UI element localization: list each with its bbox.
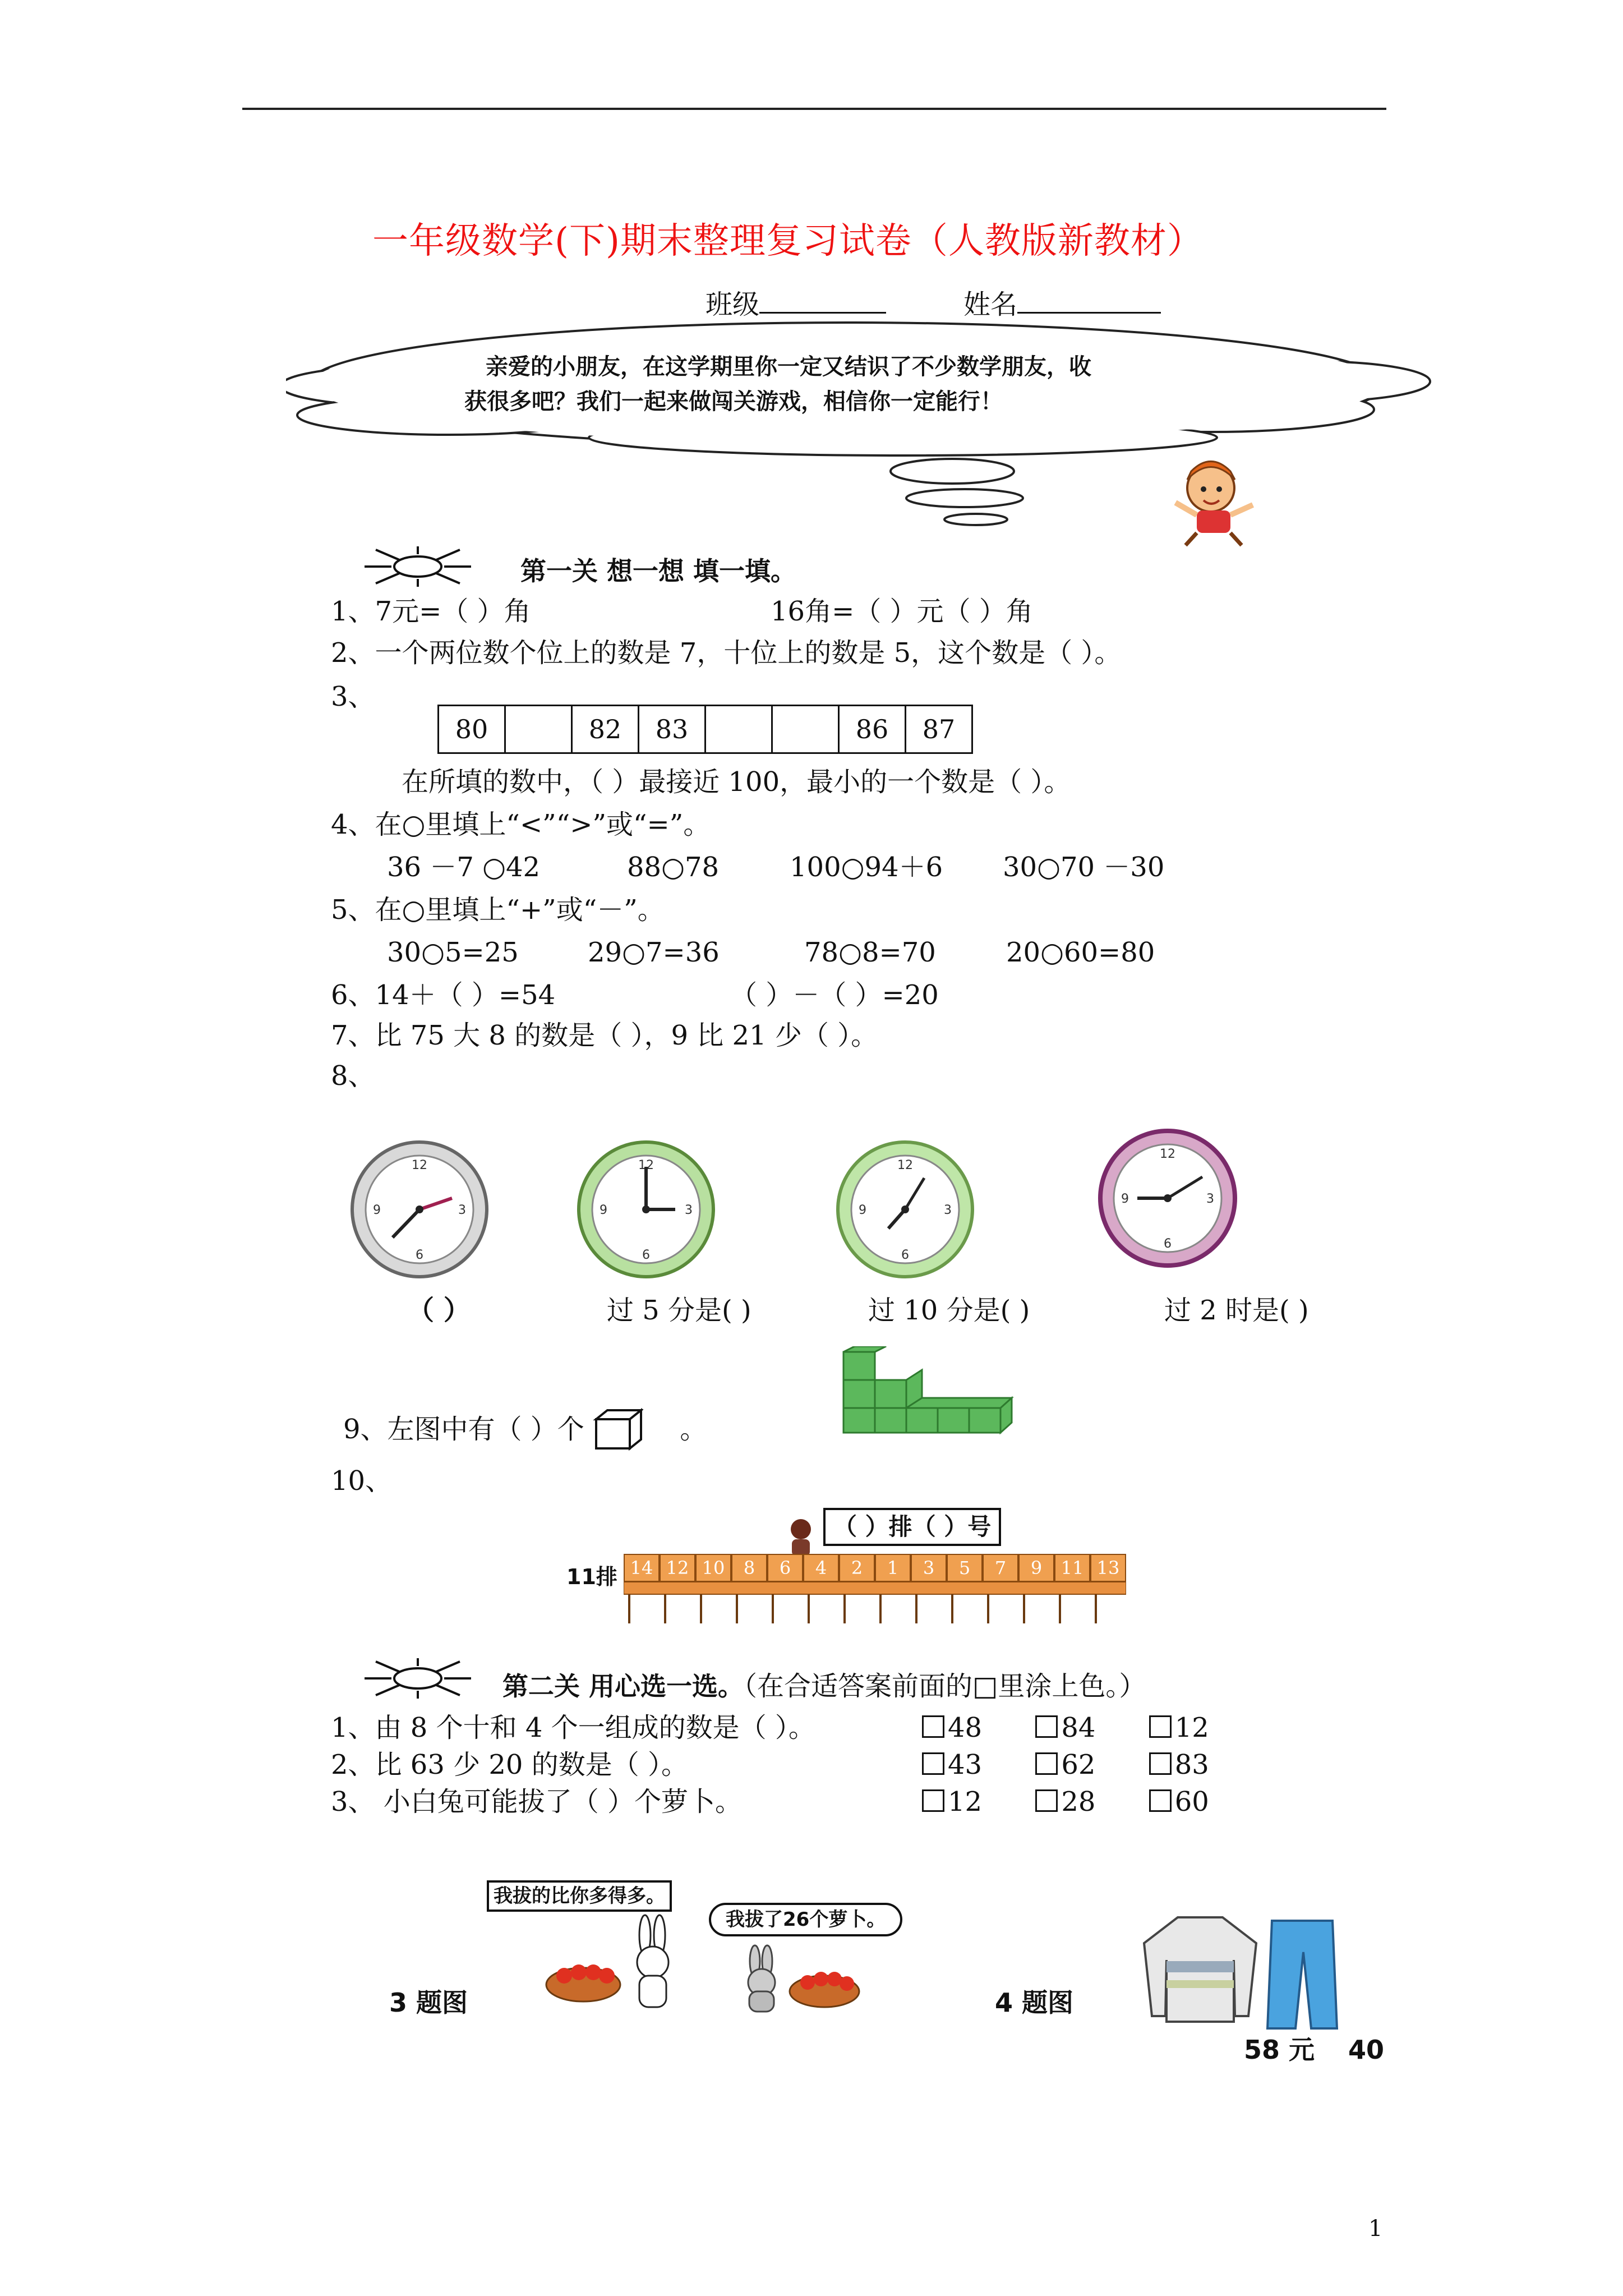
svg-text:9: 9 <box>600 1203 607 1217</box>
page-title: 一年级数学(下)期末整理复习试卷（人教版新教材） <box>372 220 1204 262</box>
option-checkbox[interactable]: 83 <box>1149 1749 1209 1780</box>
svg-text:12: 12 <box>638 1158 654 1172</box>
header-rule <box>242 108 1386 110</box>
seat[interactable]: 10 <box>695 1554 731 1582</box>
option-checkbox[interactable]: 28 <box>1035 1786 1095 1818</box>
seat[interactable]: 1 <box>875 1554 911 1582</box>
question-4-item: 88○78 <box>627 852 720 883</box>
question-3-label: 3、 <box>331 681 375 712</box>
rabbit-bubble-right: 我拔了26个萝卜。 <box>709 1903 902 1936</box>
question-9-text: 9、左图中有（ ）个 <box>343 1414 584 1445</box>
pants-icon <box>1263 1918 1341 2031</box>
svg-text:3: 3 <box>458 1203 466 1217</box>
seat-legs <box>624 1582 1126 1627</box>
option-checkbox[interactable]: 43 <box>922 1749 982 1780</box>
question-10-label: 10、 <box>331 1465 393 1497</box>
number-cell-blank[interactable] <box>706 706 772 753</box>
clock-3-icon <box>834 1139 976 1280</box>
number-cell: 87 <box>906 706 972 753</box>
question-5-item: 20○60=80 <box>1006 937 1155 968</box>
sweater-icon <box>1138 1910 1262 2027</box>
question-4-item: 30○70 －30 <box>1003 852 1165 883</box>
number-cell-blank[interactable] <box>505 706 572 753</box>
choice-question-1: 1、由 8 个十和 4 个一组成的数是（ ）。 <box>331 1712 815 1743</box>
number-sequence-table <box>437 705 973 754</box>
rabbit-bubble-left: 我拔的比你多得多。 <box>487 1880 672 1912</box>
option-checkbox[interactable]: 48 <box>922 1712 982 1743</box>
option-checkbox[interactable]: 62 <box>1035 1749 1095 1780</box>
choice-options-1 <box>922 1711 1209 1745</box>
seat[interactable]: 11 <box>1054 1554 1090 1582</box>
name-label: 姓名 <box>963 289 1018 320</box>
seat-row <box>624 1554 1126 1582</box>
svg-text:3: 3 <box>944 1203 952 1217</box>
svg-text:6: 6 <box>901 1248 909 1262</box>
question-6a: 6、14＋（ ）=54 <box>331 979 556 1011</box>
section1-title: 第一关 想一想 填一填。 <box>520 556 797 586</box>
choice-question-3: 3、 小白兔可能拔了（ ）个萝卜。 <box>331 1786 743 1818</box>
question-6b: （ ）－（ ）=20 <box>730 979 939 1011</box>
cloud-message-line2: 获很多吧？我们一起来做闯关游戏，相信你一定能行！ <box>464 389 1003 415</box>
question-9-end: 。 <box>680 1414 707 1445</box>
seat[interactable]: 14 <box>624 1554 660 1582</box>
svg-text:3: 3 <box>1206 1192 1214 1206</box>
number-cell: 80 <box>439 706 505 753</box>
svg-text:6: 6 <box>1164 1237 1172 1251</box>
choice-question-2: 2、比 63 少 20 的数是（ ）。 <box>331 1749 688 1780</box>
section2-title-note: （在合适答案前面的□里涂上色。） <box>744 1671 1146 1702</box>
section2-title <box>502 1669 1146 1703</box>
svg-text:9: 9 <box>859 1203 866 1217</box>
svg-text:6: 6 <box>642 1248 650 1262</box>
question-3-text: 在所填的数中，（ ）最接近 100，最小的一个数是（ ）。 <box>402 766 1071 798</box>
cube-icon <box>593 1408 643 1451</box>
seat[interactable]: 5 <box>947 1554 983 1582</box>
seat[interactable]: 8 <box>731 1554 767 1582</box>
q3-caption: 3 题图 <box>389 1987 468 2018</box>
choice-options-2 <box>922 1748 1209 1782</box>
sun-icon <box>359 544 477 589</box>
name-field <box>963 287 1161 321</box>
class-label: 班级 <box>706 289 760 320</box>
clock-4-caption: 过 2 时是( ) <box>1164 1295 1309 1326</box>
option-checkbox[interactable]: 12 <box>922 1786 982 1818</box>
section2-title-main: 第二关 用心选一选。 <box>502 1671 744 1701</box>
pants-price: 40 <box>1348 2035 1385 2065</box>
cube-stack-icon <box>838 1346 1029 1436</box>
sweater-price: 58 元 <box>1244 2035 1315 2065</box>
clock-2-icon <box>575 1139 717 1280</box>
svg-text:3: 3 <box>685 1203 693 1217</box>
seat[interactable]: 13 <box>1090 1554 1126 1582</box>
number-cell-blank[interactable] <box>772 706 839 753</box>
seat[interactable]: 9 <box>1018 1554 1054 1582</box>
question-5-item: 29○7=36 <box>588 937 720 968</box>
question-4-item: 100○94＋6 <box>790 852 943 883</box>
sun-icon <box>359 1656 477 1701</box>
clock-1-caption: （ ） <box>407 1295 471 1326</box>
clock-4-icon <box>1097 1128 1238 1269</box>
svg-text:12: 12 <box>1160 1147 1175 1161</box>
clock-1-icon <box>349 1139 490 1280</box>
svg-text:12: 12 <box>412 1158 427 1172</box>
question-9 <box>343 1408 707 1451</box>
page-number: 1 <box>1368 2216 1383 2242</box>
number-cell: 82 <box>572 706 639 753</box>
cloud-message-line1: 亲爱的小朋友，在这学期里你一定又结识了不少数学朋友，收 <box>486 354 1091 380</box>
svg-text:9: 9 <box>373 1203 381 1217</box>
class-field <box>706 287 886 321</box>
question-5: 5、在○里填上“+”或“－”。 <box>331 894 665 926</box>
svg-text:9: 9 <box>1121 1192 1129 1206</box>
seat-sign[interactable]: （ ）排（ ）号 <box>823 1508 1001 1546</box>
seat[interactable]: 6 <box>767 1554 803 1582</box>
number-cell: 86 <box>839 706 906 753</box>
question-1b: 16角=（ ）元（ ）角 <box>771 596 1033 627</box>
clock-2-caption: 过 5 分是( ) <box>607 1295 751 1326</box>
question-7: 7、比 75 大 8 的数是（ ），9 比 21 少（ ）。 <box>331 1020 878 1051</box>
svg-text:12: 12 <box>897 1158 913 1172</box>
question-5-item: 30○5=25 <box>387 937 519 968</box>
question-4: 4、在○里填上“<”“>”或“=”。 <box>331 809 711 840</box>
number-cell: 83 <box>639 706 706 753</box>
question-8-label: 8、 <box>331 1060 375 1092</box>
option-checkbox[interactable]: 12 <box>1149 1712 1209 1743</box>
seat[interactable]: 7 <box>983 1554 1018 1582</box>
svg-text:6: 6 <box>416 1248 423 1262</box>
clock-3-caption: 过 10 分是( ) <box>868 1295 1030 1326</box>
seat[interactable]: 12 <box>660 1554 695 1582</box>
question-2: 2、一个两位数个位上的数是 7，十位上的数是 5，这个数是（ ）。 <box>331 637 1122 669</box>
row-label: 11排 <box>566 1565 617 1589</box>
seat[interactable]: 4 <box>803 1554 839 1582</box>
choice-options-3 <box>922 1785 1209 1819</box>
seat[interactable]: 2 <box>839 1554 875 1582</box>
option-checkbox[interactable]: 84 <box>1035 1712 1095 1743</box>
option-checkbox[interactable]: 60 <box>1149 1786 1209 1818</box>
question-1a: 1、7元=（ ）角 <box>331 596 531 627</box>
question-4-item: 36 －7 ○42 <box>387 852 541 883</box>
seat[interactable]: 3 <box>911 1554 947 1582</box>
rabbits-carrots-icon <box>544 1913 948 2014</box>
person-icon <box>785 1517 817 1557</box>
q4-caption: 4 题图 <box>995 1987 1074 2018</box>
question-5-item: 78○8=70 <box>804 937 936 968</box>
cartoon-girl-icon <box>1163 449 1264 550</box>
